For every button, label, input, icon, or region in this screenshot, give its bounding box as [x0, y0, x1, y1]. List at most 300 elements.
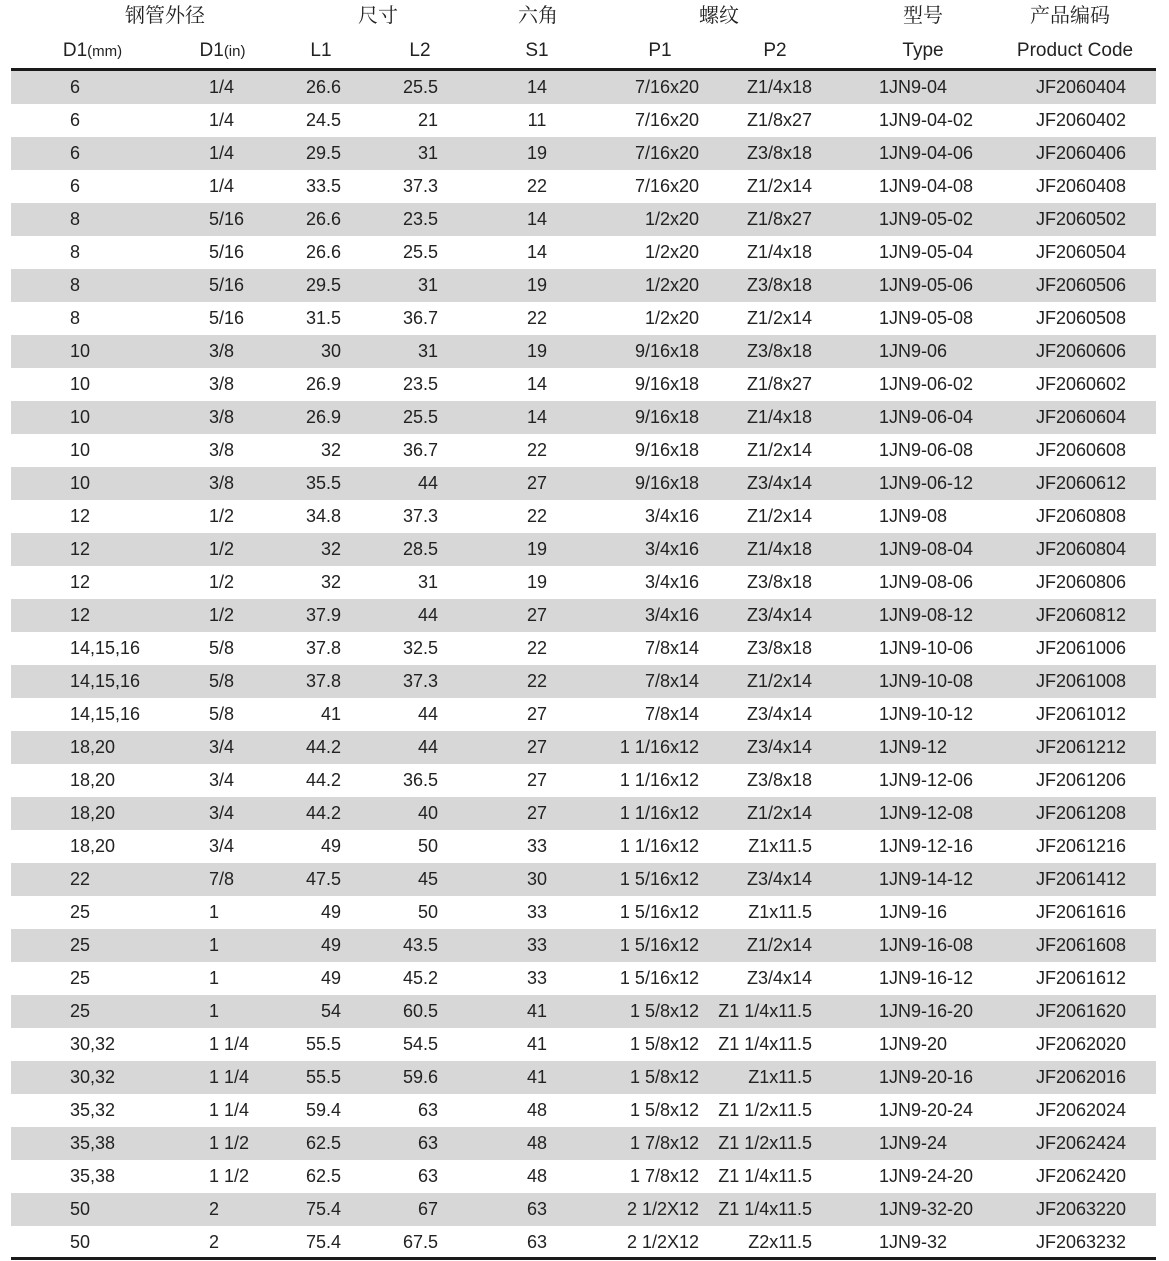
cell-product-code: JF2061620	[1035, 1001, 1127, 1021]
header-p2: P2	[763, 40, 787, 61]
cell-l1: 26.6	[305, 209, 341, 229]
cell-d1-in: 3/8	[209, 341, 235, 361]
cell-product-code: JF2061212	[1035, 737, 1127, 757]
cell-d1-mm: 18,20	[70, 803, 116, 823]
cell-d1-in: 5/16	[209, 242, 245, 262]
cell-l1: 35.5	[305, 473, 341, 493]
cell-d1-in: 2	[209, 1232, 220, 1252]
cell-l1: 75.4	[305, 1232, 341, 1252]
cell-l2: 44	[417, 473, 438, 493]
cell-l1: 33.5	[305, 176, 341, 196]
cell-d1-in: 3/8	[209, 407, 235, 427]
cell-p2: Z3/8x18	[746, 638, 812, 658]
cell-d1-mm: 14,15,16	[70, 671, 141, 691]
cell-l1: 37.9	[305, 605, 341, 625]
table-row	[11, 137, 1156, 170]
cell-d1-mm: 18,20	[70, 836, 116, 856]
header-hex: 六角	[518, 5, 558, 27]
cell-d1-mm: 8	[70, 242, 81, 262]
cell-d1-in: 1/2	[209, 539, 235, 559]
cell-p1: 1 5/8x12	[629, 1034, 699, 1054]
cell-s1: 19	[526, 341, 548, 361]
cell-product-code: JF2060806	[1035, 572, 1127, 592]
cell-p2: Z1/4x18	[746, 77, 812, 97]
cell-s1: 41	[526, 1001, 548, 1021]
table-row	[11, 1028, 1156, 1061]
table-row	[11, 995, 1156, 1028]
cell-type: 1JN9-06-12	[879, 473, 974, 493]
cell-d1-in: 5/16	[209, 308, 245, 328]
cell-l1: 49	[320, 935, 341, 955]
cell-l2: 21	[417, 110, 438, 130]
cell-l2: 63	[417, 1166, 438, 1186]
cell-p1: 1 5/8x12	[629, 1100, 699, 1120]
cell-type: 1JN9-06-08	[879, 440, 974, 460]
cell-d1-mm: 30,32	[70, 1034, 116, 1054]
cell-s1: 19	[526, 539, 548, 559]
cell-s1: 27	[526, 803, 548, 823]
cell-p1: 1 5/16x12	[619, 935, 699, 955]
cell-l2: 36.7	[402, 440, 438, 460]
cell-p2: Z1x11.5	[748, 902, 812, 922]
cell-d1-mm: 25	[70, 968, 91, 988]
cell-d1-in: 3/8	[209, 440, 235, 460]
cell-s1: 22	[526, 671, 548, 691]
cell-p1: 3/4x16	[644, 506, 699, 526]
cell-l2: 37.3	[402, 671, 438, 691]
cell-l1: 44.2	[305, 770, 341, 790]
cell-product-code: JF2061012	[1035, 704, 1127, 724]
cell-type: 1JN9-10-06	[879, 638, 974, 658]
cell-type: 1JN9-16-08	[879, 935, 974, 955]
cell-s1: 14	[526, 374, 548, 394]
header-l1: L1	[310, 40, 332, 61]
cell-type: 1JN9-12-06	[879, 770, 974, 790]
cell-s1: 22	[526, 440, 548, 460]
header-type: Type	[902, 40, 944, 61]
cell-s1: 33	[526, 836, 548, 856]
header-p1: P1	[648, 40, 672, 61]
cell-l1: 49	[320, 836, 341, 856]
cell-d1-mm: 12	[70, 605, 91, 625]
cell-p2: Z1 1/2x11.5	[718, 1133, 812, 1153]
cell-l2: 36.5	[402, 770, 438, 790]
cell-l1: 31.5	[305, 308, 341, 328]
table-row	[11, 1193, 1156, 1226]
cell-s1: 19	[526, 572, 548, 592]
header-model: 型号	[903, 5, 943, 27]
cell-d1-mm: 25	[70, 1001, 91, 1021]
cell-l1: 37.8	[305, 671, 341, 691]
cell-d1-mm: 6	[70, 77, 81, 97]
table-row	[11, 335, 1156, 368]
cell-p1: 9/16x18	[634, 473, 699, 493]
cell-p1: 1/2x20	[644, 209, 699, 229]
header-d1-in	[180, 34, 265, 67]
cell-l1: 32	[320, 440, 341, 460]
cell-product-code: JF2060406	[1035, 143, 1127, 163]
cell-l2: 31	[417, 143, 438, 163]
table-row	[11, 368, 1156, 401]
cell-p1: 9/16x18	[634, 374, 699, 394]
table-row	[11, 104, 1156, 137]
cell-product-code: JF2060504	[1035, 242, 1127, 262]
cell-p2: Z3/4x14	[746, 869, 812, 889]
cell-d1-in: 1 1/4	[209, 1100, 250, 1120]
cell-type: 1JN9-08-12	[879, 605, 974, 625]
cell-d1-in: 1 1/4	[209, 1067, 250, 1087]
cell-d1-in: 1/4	[209, 77, 235, 97]
cell-type: 1JN9-04-02	[879, 110, 974, 130]
cell-product-code: JF2060404	[1035, 77, 1127, 97]
table-row	[11, 1094, 1156, 1127]
cell-s1: 14	[526, 242, 548, 262]
cell-s1: 33	[526, 902, 548, 922]
cell-type: 1JN9-04	[879, 77, 948, 97]
cell-l2: 31	[417, 572, 438, 592]
table-row	[11, 1127, 1156, 1160]
cell-l2: 44	[417, 704, 438, 724]
cell-p1: 1 1/16x12	[619, 836, 699, 856]
table-row	[11, 731, 1156, 764]
cell-p1: 1 5/16x12	[619, 902, 699, 922]
cell-type: 1JN9-06	[879, 341, 948, 361]
cell-l2: 37.3	[402, 176, 438, 196]
cell-p1: 1 1/16x12	[619, 803, 699, 823]
cell-d1-mm: 25	[70, 935, 91, 955]
cell-l2: 23.5	[402, 209, 438, 229]
cell-l2: 59.6	[402, 1067, 438, 1087]
cell-s1: 27	[526, 737, 548, 757]
cell-product-code: JF2061616	[1035, 902, 1127, 922]
cell-s1: 63	[526, 1199, 548, 1219]
cell-type: 1JN9-12-08	[879, 803, 974, 823]
cell-d1-mm: 6	[70, 110, 81, 130]
table-row	[11, 533, 1156, 566]
cell-p2: Z1x11.5	[748, 836, 812, 856]
cell-p2: Z3/4x14	[746, 473, 812, 493]
cell-p1: 3/4x16	[644, 539, 699, 559]
cell-type: 1JN9-24	[879, 1133, 948, 1153]
cell-d1-mm: 8	[70, 275, 81, 295]
cell-d1-mm: 25	[70, 902, 91, 922]
cell-d1-mm: 35,38	[70, 1166, 116, 1186]
table-row	[11, 467, 1156, 500]
cell-p1: 1 5/16x12	[619, 869, 699, 889]
cell-d1-in: 3/4	[209, 836, 235, 856]
cell-s1: 48	[526, 1166, 548, 1186]
cell-type: 1JN9-04-06	[879, 143, 974, 163]
cell-p1: 7/8x14	[644, 704, 699, 724]
cell-s1: 41	[526, 1067, 548, 1087]
cell-l1: 26.6	[305, 242, 341, 262]
cell-type: 1JN9-20	[879, 1034, 948, 1054]
cell-p2: Z1/8x27	[746, 374, 812, 394]
cell-d1-mm: 10	[70, 374, 91, 394]
table-row	[11, 236, 1156, 269]
cell-d1-in: 3/4	[209, 803, 235, 823]
cell-p2: Z3/8x18	[746, 572, 812, 592]
cell-s1: 27	[526, 473, 548, 493]
cell-d1-in: 3/4	[209, 737, 235, 757]
cell-type: 1JN9-05-08	[879, 308, 974, 328]
cell-p1: 1 5/8x12	[629, 1067, 699, 1087]
cell-product-code: JF2061612	[1035, 968, 1127, 988]
cell-p2: Z1/8x27	[746, 110, 812, 130]
cell-s1: 19	[526, 143, 548, 163]
cell-s1: 22	[526, 638, 548, 658]
cell-l1: 29.5	[305, 275, 341, 295]
cell-p2: Z1x11.5	[748, 1067, 812, 1087]
table-row	[11, 170, 1156, 203]
cell-p2: Z3/4x14	[746, 737, 812, 757]
cell-d1-mm: 12	[70, 572, 91, 592]
cell-d1-mm: 8	[70, 308, 81, 328]
cell-l1: 54	[320, 1001, 341, 1021]
cell-p2: Z1 1/4x11.5	[718, 1199, 812, 1219]
cell-p2: Z1 1/4x11.5	[718, 1001, 812, 1021]
cell-l2: 43.5	[402, 935, 438, 955]
cell-p2: Z3/4x14	[746, 704, 812, 724]
cell-l1: 32	[320, 572, 341, 592]
cell-p1: 7/8x14	[644, 638, 699, 658]
cell-l2: 37.3	[402, 506, 438, 526]
cell-l1: 26.6	[305, 77, 341, 97]
table-row	[11, 929, 1156, 962]
cell-l2: 50	[417, 836, 438, 856]
table-row	[11, 269, 1156, 302]
cell-product-code: JF2060608	[1035, 440, 1127, 460]
cell-p2: Z1/4x18	[746, 539, 812, 559]
cell-d1-mm: 35,32	[70, 1100, 116, 1120]
cell-d1-in: 5/8	[209, 704, 235, 724]
cell-p2: Z1/2x14	[746, 506, 812, 526]
cell-p1: 9/16x18	[634, 407, 699, 427]
header-s1: S1	[525, 40, 549, 61]
cell-p2: Z1/4x18	[746, 242, 812, 262]
cell-p1: 7/8x14	[644, 671, 699, 691]
cell-s1: 14	[526, 407, 548, 427]
cell-d1-in: 1/2	[209, 605, 235, 625]
cell-type: 1JN9-32-20	[879, 1199, 974, 1219]
cell-l2: 44	[417, 605, 438, 625]
cell-p1: 1 7/8x12	[629, 1133, 699, 1153]
cell-d1-in: 1	[209, 1001, 220, 1021]
cell-d1-in: 1/2	[209, 572, 235, 592]
cell-d1-mm: 10	[70, 440, 91, 460]
cell-p1: 1/2x20	[644, 275, 699, 295]
cell-d1-in: 7/8	[209, 869, 235, 889]
cell-l1: 55.5	[305, 1034, 341, 1054]
cell-d1-mm: 10	[70, 407, 91, 427]
table-row	[11, 830, 1156, 863]
cell-type: 1JN9-10-08	[879, 671, 974, 691]
table-row	[11, 500, 1156, 533]
table-row	[11, 203, 1156, 236]
cell-type: 1JN9-05-02	[879, 209, 974, 229]
cell-l2: 67.5	[402, 1232, 438, 1252]
cell-p2: Z1/2x14	[746, 803, 812, 823]
table-row	[11, 71, 1156, 104]
cell-p2: Z3/8x18	[746, 770, 812, 790]
table-body	[11, 71, 1156, 1259]
cell-l1: 24.5	[305, 110, 341, 130]
cell-d1-in: 5/8	[209, 671, 235, 691]
cell-l2: 25.5	[402, 407, 438, 427]
cell-l1: 44.2	[305, 803, 341, 823]
cell-p1: 7/16x20	[634, 143, 699, 163]
cell-product-code: JF2060804	[1035, 539, 1127, 559]
cell-product-code: JF2060612	[1035, 473, 1127, 493]
cell-d1-mm: 50	[70, 1199, 91, 1219]
cell-d1-mm: 8	[70, 209, 81, 229]
cell-d1-in: 3/8	[209, 473, 235, 493]
cell-type: 1JN9-06-02	[879, 374, 974, 394]
cell-type: 1JN9-06-04	[879, 407, 974, 427]
cell-type: 1JN9-05-04	[879, 242, 974, 262]
cell-l2: 60.5	[402, 1001, 438, 1021]
cell-p1: 2 1/2X12	[626, 1232, 699, 1252]
cell-d1-in: 3/4	[209, 770, 235, 790]
cell-s1: 19	[526, 275, 548, 295]
cell-d1-mm: 50	[70, 1232, 91, 1252]
table-row	[11, 566, 1156, 599]
cell-p1: 3/4x16	[644, 605, 699, 625]
table-row	[11, 434, 1156, 467]
cell-d1-in: 5/16	[209, 209, 245, 229]
cell-type: 1JN9-16	[879, 902, 948, 922]
cell-s1: 41	[526, 1034, 548, 1054]
table-row	[11, 962, 1156, 995]
header-size: 尺寸	[358, 5, 398, 27]
cell-s1: 14	[526, 209, 548, 229]
cell-type: 1JN9-08-04	[879, 539, 974, 559]
cell-s1: 27	[526, 770, 548, 790]
cell-p2: Z3/8x18	[746, 275, 812, 295]
cell-p1: 9/16x18	[634, 341, 699, 361]
cell-l2: 25.5	[402, 77, 438, 97]
cell-p1: 1 5/16x12	[619, 968, 699, 988]
cell-product-code: JF2060402	[1035, 110, 1127, 130]
cell-p1: 1/2x20	[644, 308, 699, 328]
cell-l2: 31	[417, 275, 438, 295]
cell-l2: 50	[417, 902, 438, 922]
cell-l1: 47.5	[305, 869, 341, 889]
cell-d1-in: 1	[209, 968, 220, 988]
table-row	[11, 302, 1156, 335]
cell-l1: 37.8	[305, 638, 341, 658]
cell-l2: 44	[417, 737, 438, 757]
cell-s1: 22	[526, 176, 548, 196]
cell-p2: Z1/8x27	[746, 209, 812, 229]
cell-p2: Z1/2x14	[746, 176, 812, 196]
cell-d1-in: 1 1/2	[209, 1133, 250, 1153]
cell-d1-in: 1/4	[209, 110, 235, 130]
cell-product-code: JF2061216	[1035, 836, 1127, 856]
cell-p2: Z1 1/2x11.5	[718, 1100, 812, 1120]
cell-p1: 1 1/16x12	[619, 770, 699, 790]
cell-l1: 59.4	[305, 1100, 341, 1120]
cell-p1: 7/16x20	[634, 176, 699, 196]
cell-p2: Z1 1/4x11.5	[718, 1166, 812, 1186]
header-thread: 螺纹	[699, 5, 739, 27]
cell-l1: 34.8	[305, 506, 341, 526]
table-row	[11, 1226, 1156, 1259]
cell-d1-in: 1	[209, 902, 220, 922]
cell-d1-in: 5/8	[209, 638, 235, 658]
cell-l2: 45.2	[402, 968, 438, 988]
cell-d1-mm: 30,32	[70, 1067, 116, 1087]
cell-l2: 25.5	[402, 242, 438, 262]
cell-product-code: JF2060502	[1035, 209, 1127, 229]
table-row	[11, 863, 1156, 896]
cell-p2: Z1/2x14	[746, 935, 812, 955]
table-row	[11, 599, 1156, 632]
cell-d1-mm: 6	[70, 176, 81, 196]
cell-d1-in: 1/4	[209, 176, 235, 196]
cell-d1-in: 1/2	[209, 506, 235, 526]
cell-p2: Z3/4x14	[746, 968, 812, 988]
cell-l1: 41	[320, 704, 341, 724]
header-d1-mm-unit: (mm)	[87, 43, 123, 60]
cell-product-code: JF2061412	[1035, 869, 1127, 889]
cell-product-code: JF2061008	[1035, 671, 1127, 691]
cell-l2: 32.5	[402, 638, 438, 658]
cell-s1: 48	[526, 1100, 548, 1120]
cell-type: 1JN9-20-16	[879, 1067, 974, 1087]
cell-product-code: JF2060808	[1035, 506, 1127, 526]
cell-product-code: JF2060408	[1035, 176, 1127, 196]
cell-product-code: JF2062420	[1035, 1166, 1127, 1186]
cell-type: 1JN9-16-12	[879, 968, 974, 988]
cell-type: 1JN9-08-06	[879, 572, 974, 592]
cell-s1: 48	[526, 1133, 548, 1153]
cell-type: 1JN9-10-12	[879, 704, 974, 724]
cell-product-code: JF2062424	[1035, 1133, 1127, 1153]
cell-l2: 67	[417, 1199, 438, 1219]
cell-type: 1JN9-20-24	[879, 1100, 974, 1120]
cell-d1-mm: 10	[70, 473, 91, 493]
cell-d1-in: 1/4	[209, 143, 235, 163]
cell-p2: Z1/2x14	[746, 671, 812, 691]
table-row	[11, 1160, 1156, 1193]
table-row	[11, 1061, 1156, 1094]
cell-p1: 2 1/2X12	[626, 1199, 699, 1219]
table-row	[11, 797, 1156, 830]
cell-d1-mm: 12	[70, 539, 91, 559]
cell-s1: 14	[526, 77, 548, 97]
header-l2: L2	[409, 40, 431, 61]
cell-l2: 45	[417, 869, 438, 889]
cell-l2: 63	[417, 1100, 438, 1120]
cell-product-code: JF2060812	[1035, 605, 1127, 625]
cell-d1-mm: 6	[70, 143, 81, 163]
cell-d1-in: 3/8	[209, 374, 235, 394]
cell-type: 1JN9-04-08	[879, 176, 974, 196]
cell-product-code: JF2063220	[1035, 1199, 1127, 1219]
cell-s1: 27	[526, 605, 548, 625]
cell-d1-mm: 35,38	[70, 1133, 116, 1153]
cell-p1: 9/16x18	[634, 440, 699, 460]
cell-l1: 44.2	[305, 737, 341, 757]
cell-type: 1JN9-32	[879, 1232, 948, 1252]
cell-l1: 26.9	[305, 407, 341, 427]
cell-d1-mm: 12	[70, 506, 91, 526]
cell-s1: 22	[526, 308, 548, 328]
cell-s1: 33	[526, 935, 548, 955]
table-row	[11, 632, 1156, 665]
cell-p1: 1/2x20	[644, 242, 699, 262]
